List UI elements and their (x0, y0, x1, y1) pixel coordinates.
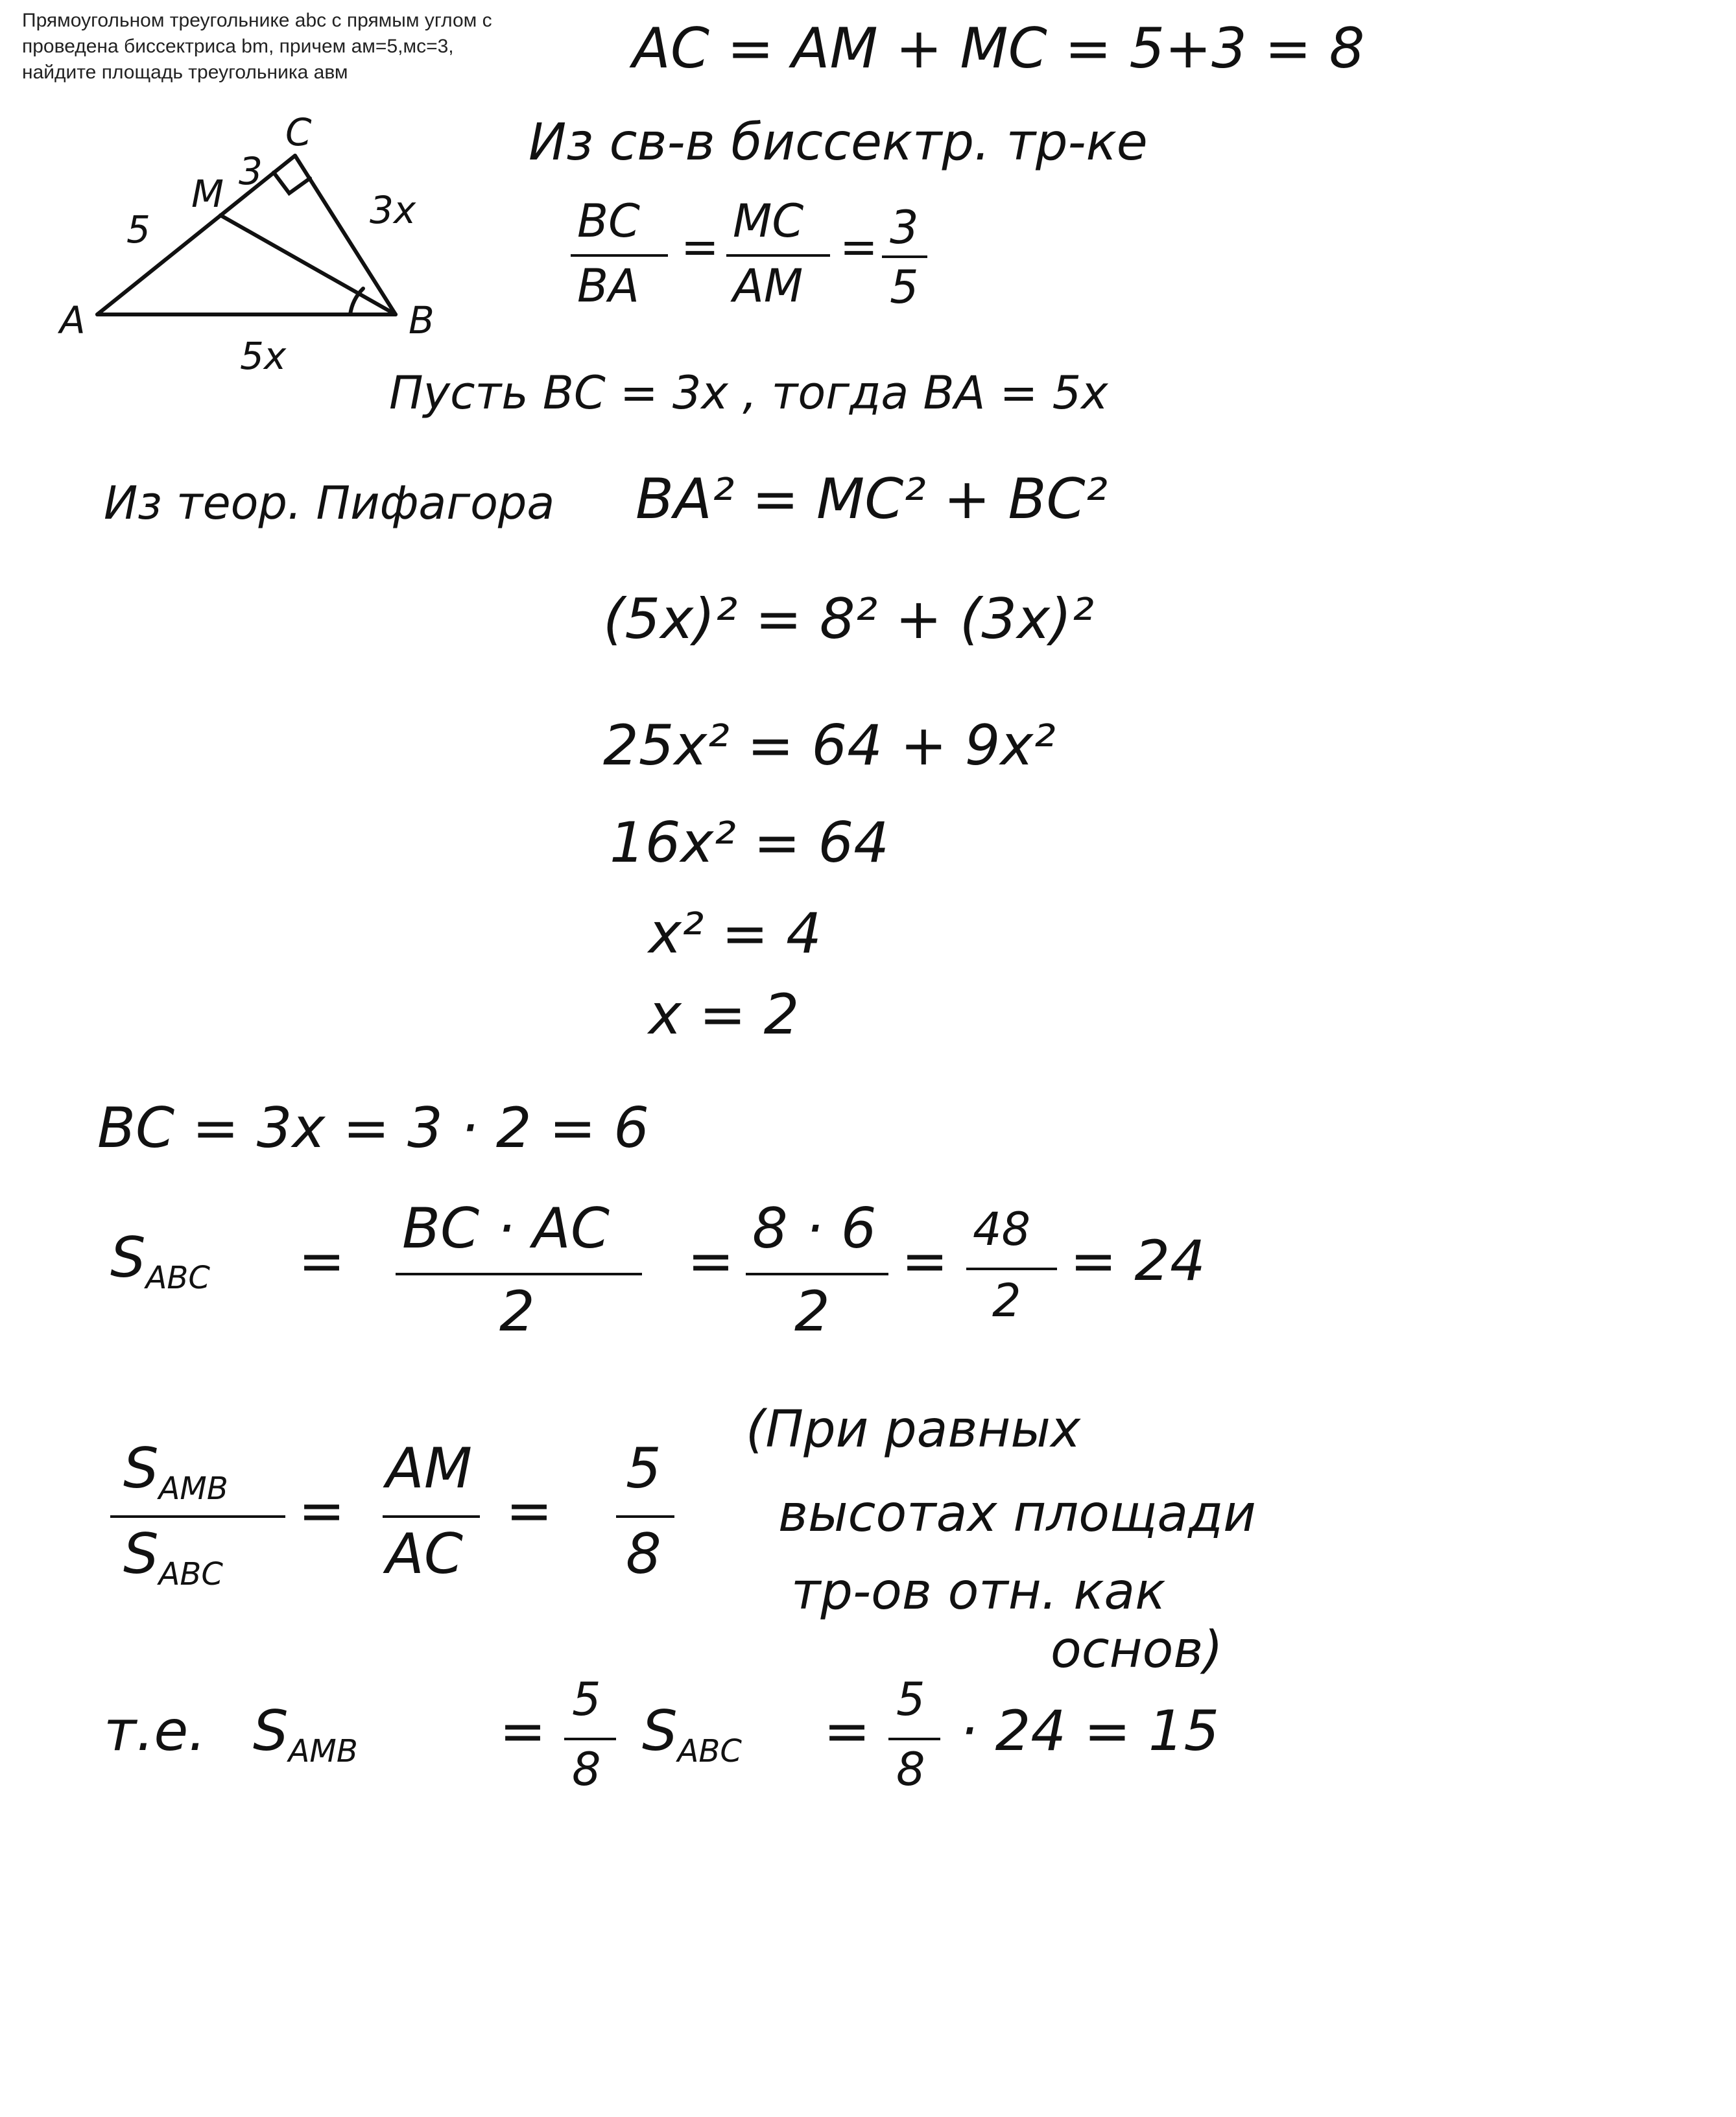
equals-sign: = (901, 1229, 949, 1294)
conclusion-prefix: т.е. (104, 1699, 206, 1764)
right-angle-mark (274, 172, 310, 193)
problem-line-2: проведена биссектриса bm, причем ам=5,мс=3, (22, 36, 454, 57)
solution-x-squared: x² = 4 (648, 901, 822, 966)
fraction-denominator: 5 (890, 261, 919, 314)
fraction-numerator: 8 · 6 (752, 1196, 877, 1261)
fraction-denominator: AC (386, 1522, 463, 1587)
fraction-denominator: 8 (896, 1743, 925, 1796)
fraction-bar (746, 1273, 888, 1275)
note-line-2: высотах площади (778, 1485, 1256, 1543)
equals-sign: = (687, 1229, 735, 1294)
fraction-bar (110, 1515, 285, 1518)
area-subscript: AMB (158, 1471, 228, 1508)
area-symbol: S (110, 1225, 146, 1290)
fraction-8-6-over-2 (746, 1196, 888, 1358)
fraction-bar (564, 1738, 616, 1740)
fraction-bc-ba (571, 195, 668, 318)
solution-pythagoras-label: Из теор. Пифагора (104, 477, 555, 530)
area-subscript: ABC (145, 1260, 210, 1297)
area-symbol: S (642, 1699, 678, 1764)
area-symbol: S (253, 1699, 289, 1764)
equals-sign: = (824, 1699, 871, 1764)
length-label-mc: 3 (239, 149, 263, 193)
area-amb-label (253, 1699, 358, 1769)
area-abc-result: = 24 (1070, 1229, 1206, 1294)
fraction-bar (396, 1273, 642, 1275)
fraction-5-8 (616, 1436, 674, 1598)
problem-line-3: найдите площадь треугольника авм (22, 62, 348, 83)
fraction-denominator: 8 (572, 1743, 601, 1796)
solution-substitution: (5x)² = 8² + (3x)² (603, 587, 1095, 652)
fraction-bar (571, 254, 668, 257)
solution-ac-sum: AC = AM + MC = 5+3 = 8 (632, 16, 1365, 81)
fraction-am-ac (383, 1436, 480, 1598)
fraction-denominator: 2 (992, 1274, 1021, 1327)
fraction-numerator: BC (577, 195, 640, 248)
solution-pythagoras-equation: BA² = MC² + BC² (636, 467, 1108, 532)
fraction-numerator: 5 (572, 1673, 601, 1726)
area-symbol: S (123, 1436, 159, 1501)
area-symbol: S (123, 1522, 159, 1587)
fraction-bar (888, 1738, 940, 1740)
solution-bc-value: BC = 3x = 3 · 2 = 6 (97, 1096, 650, 1161)
length-label-am: 5 (126, 207, 150, 252)
solution-bisector-property: Из св-в биссектр. тр-ке (529, 113, 1148, 172)
area-subscript: AMB (288, 1733, 358, 1770)
fraction-numerator: AM (386, 1436, 473, 1501)
fraction-bar (966, 1268, 1057, 1270)
length-label-ab: 5x (240, 334, 287, 378)
solution-expanded: 25x² = 64 + 9x² (603, 713, 1056, 778)
area-abc-term (642, 1699, 742, 1769)
fraction-denominator: 8 (626, 1522, 661, 1587)
fraction-numerator (123, 1436, 228, 1507)
note-line-1: (При равных (746, 1401, 1081, 1459)
area-subscript: ABC (677, 1733, 742, 1770)
fraction-numerator: MC (733, 195, 804, 248)
fraction-numerator: 5 (896, 1673, 925, 1726)
note-line-4: основ) (1051, 1621, 1223, 1679)
fraction-bar (726, 254, 830, 257)
note-line-3: тр-ов отн. как (791, 1563, 1166, 1621)
vertex-label-c: C (285, 110, 312, 154)
vertex-label-b: B (409, 298, 434, 342)
length-label-bc: 3x (370, 188, 416, 232)
equals-sign: = (506, 1478, 553, 1543)
fraction-denominator: 2 (794, 1279, 830, 1344)
fraction-numerator: 5 (626, 1436, 661, 1501)
fraction-5-8 (564, 1673, 616, 1815)
conclusion-result: · 24 = 15 (960, 1699, 1220, 1764)
fraction-numerator: 3 (890, 201, 919, 254)
equals-sign: = (298, 1229, 346, 1294)
fraction-3-5 (882, 201, 927, 314)
fraction-denominator: BA (577, 259, 639, 313)
equals-sign: = (298, 1478, 346, 1543)
solution-x-value: x = 2 (648, 982, 800, 1047)
fraction-bc-ac-over-2 (396, 1196, 642, 1358)
equals-sign: = (499, 1699, 547, 1764)
fraction-numerator: 48 (973, 1203, 1031, 1256)
fraction-numerator: BC · AC (402, 1196, 610, 1261)
fraction-bar (616, 1515, 674, 1518)
vertex-label-a: A (60, 298, 86, 342)
point-label-m: M (191, 172, 224, 216)
problem-line-1: Прямоугольном треугольнике abc с прямым углом с (22, 10, 492, 31)
area-subscript: ABC (158, 1556, 223, 1593)
fraction-bar (383, 1515, 480, 1518)
fraction-48-over-2 (966, 1203, 1057, 1352)
fraction-area-ratio (110, 1436, 285, 1598)
equals-sign: = (840, 220, 878, 274)
solution-let-statement: Пусть BC = 3x , тогда BA = 5x (389, 366, 1108, 420)
fraction-denominator (123, 1522, 223, 1592)
fraction-denominator: AM (733, 259, 803, 313)
solution-simplified: 16x² = 64 (610, 810, 889, 875)
fraction-bar (882, 255, 927, 258)
area-abc-label (110, 1225, 210, 1296)
equals-sign: = (681, 220, 719, 274)
fraction-mc-am (726, 195, 830, 318)
fraction-5-8 (888, 1673, 940, 1815)
fraction-denominator: 2 (499, 1279, 535, 1344)
